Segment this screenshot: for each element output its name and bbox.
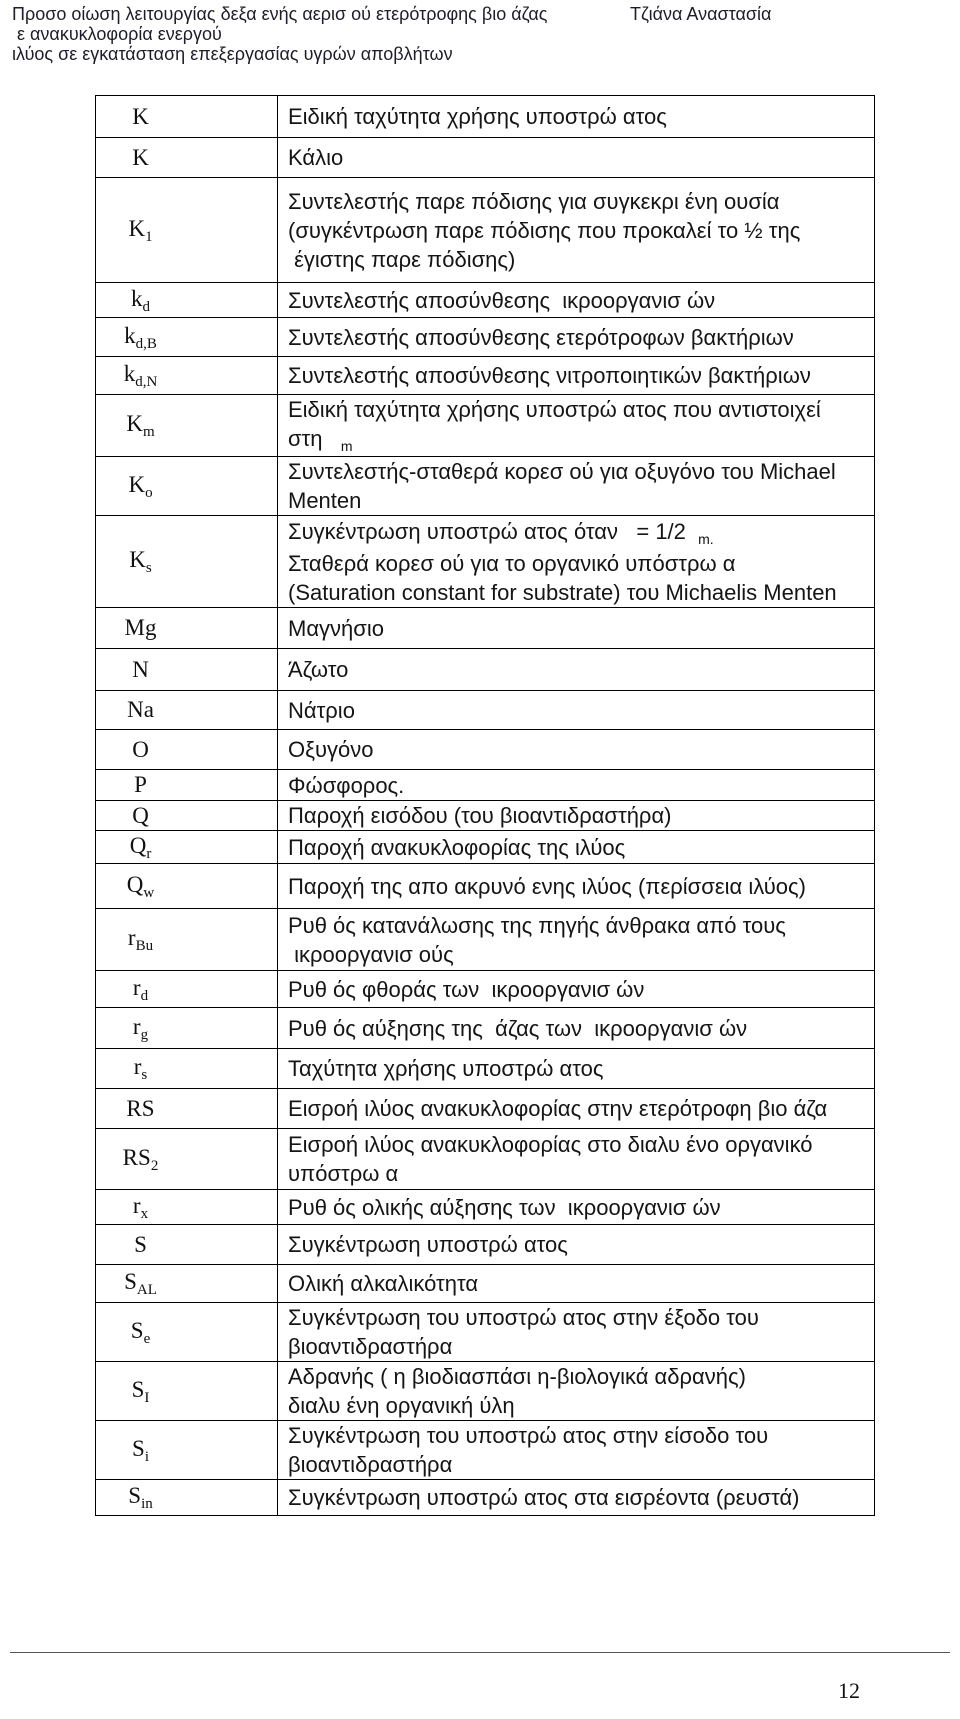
symbol: RS: [122, 1144, 151, 1170]
symbol: S: [131, 1376, 145, 1402]
table-row: [96, 691, 875, 730]
description-line: [288, 1391, 874, 1420]
page-number: 12: [838, 1678, 860, 1703]
description-cell: [278, 831, 875, 864]
symbol-cell: [96, 357, 278, 395]
symbol: r: [132, 974, 141, 1000]
symbol-subscript: s: [145, 560, 152, 576]
description-text: Συντελεστής-σταθερά κορεσ ού για οξυγόνο του Michael: [288, 459, 836, 484]
description-cell: [278, 691, 875, 730]
description-cell: [278, 1089, 875, 1129]
description-text: Παροχή ανακυκλοφορίας της ιλύος: [288, 834, 626, 860]
description-line: [288, 614, 874, 643]
description-text: Εισροή ιλύος ανακυκλοφορίας στο διαλυ ένο οργανικό: [288, 1132, 813, 1157]
table-row: [96, 516, 875, 608]
symbol-cell: [96, 909, 278, 971]
description-cell: [278, 608, 875, 649]
symbol-subscript: d,B: [135, 335, 157, 352]
symbol: P: [134, 772, 147, 797]
symbol-subscript: 2: [150, 1157, 159, 1174]
table-row: [96, 1480, 875, 1516]
description-line: [288, 1362, 874, 1391]
description-line: [288, 1130, 874, 1159]
description-line: [288, 1421, 874, 1450]
description-line: [288, 143, 874, 172]
description-line: [288, 1230, 874, 1259]
header-title-line: Προσο οίωση λειτουργίας δεξα ενής αερισ ού ετερότροφης βιο άζας: [12, 4, 548, 24]
symbol: K: [128, 215, 146, 241]
description-line: [288, 1094, 874, 1123]
symbol-subscript: w: [143, 884, 155, 901]
symbol-subscript: I: [144, 1389, 150, 1406]
symbol-subscript: o: [145, 484, 153, 501]
table-row: [96, 395, 875, 457]
table-row: [96, 357, 875, 395]
symbol: S: [134, 1231, 147, 1257]
symbol-cell: [96, 649, 278, 691]
symbol-cell: [96, 1049, 278, 1089]
description-text: Κάλιο: [288, 145, 344, 170]
symbol-cell: [96, 864, 278, 909]
symbol: Mg: [124, 615, 157, 640]
table-row: [96, 831, 875, 864]
table-row: [96, 318, 875, 357]
symbol: r: [133, 1054, 142, 1079]
symbol-subscript: s: [141, 1067, 148, 1083]
symbol-subscript: in: [141, 1496, 153, 1512]
symbol-cell: [96, 96, 278, 138]
description-text: Σταθερά κορεσ ού για το οργανικό υπόστρω α: [288, 550, 736, 576]
description-text: Εισροή ιλύος ανακυκλοφορίας στην ετερότροφη βιο άζα: [288, 1096, 828, 1121]
symbol-cell: [96, 608, 278, 649]
description-line: [288, 1269, 874, 1298]
symbol: O: [132, 736, 149, 762]
description-line: [288, 102, 874, 131]
description-line: [288, 361, 874, 390]
description-text: υπόστρω α: [288, 1161, 399, 1186]
symbol: K: [128, 471, 146, 497]
description-text: βιοαντιδραστήρα: [288, 1334, 453, 1359]
description-cell: [278, 1265, 875, 1303]
description-line: [288, 549, 874, 578]
description-text: Menten: [288, 488, 362, 513]
description-line: [288, 424, 874, 456]
description-line: [288, 187, 874, 216]
description-cell: [278, 1129, 875, 1190]
table-row: [96, 138, 875, 178]
symbol-cell: [96, 1190, 278, 1225]
description-text: διαλυ ένη οργανική ύλη: [288, 1393, 515, 1418]
description-line: [288, 323, 874, 352]
symbol-cell: [96, 1480, 278, 1516]
description-line: [288, 1054, 874, 1083]
symbol-cell: [96, 1362, 278, 1421]
table-row: [96, 1008, 875, 1049]
symbol: Q: [132, 802, 149, 828]
description-cell: [278, 730, 875, 770]
description-text: Συντελεστής αποσύνθεσης ικροοργανισ ών: [288, 287, 716, 313]
symbol-cell: [96, 730, 278, 770]
symbol: N: [132, 656, 149, 682]
description-line: [288, 457, 874, 486]
description-text: στη: [288, 426, 341, 451]
description-line: [288, 1159, 874, 1188]
table-row: [96, 801, 875, 831]
description-line: [288, 216, 874, 245]
table-row: [96, 1303, 875, 1362]
symbol-subscript: d,N: [135, 374, 158, 390]
description-cell: [278, 649, 875, 691]
description-text: Συγκέντρωση υποστρώ ατος όταν = 1/2: [288, 518, 699, 544]
description-cell: [278, 96, 875, 138]
description-line: [288, 1332, 874, 1361]
description-text: Μαγνήσιο: [288, 615, 384, 641]
description-line: [288, 911, 874, 940]
table-row: [96, 1190, 875, 1225]
nomenclature-table: [95, 95, 875, 1516]
symbol: K: [132, 103, 149, 129]
table-row: [96, 283, 875, 318]
description-text: Ειδική ταχύτητα χρήσης υποστρώ ατος που αντιστοιχεί: [288, 397, 821, 422]
description-cell: [278, 283, 875, 318]
description-line: [288, 655, 874, 684]
description-cell: [278, 971, 875, 1008]
description-text: Παροχή εισόδου (του βιοαντιδραστήρα): [288, 803, 672, 828]
symbol-cell: [96, 1265, 278, 1303]
symbol-cell: [96, 457, 278, 516]
description-line: [288, 1450, 874, 1479]
symbol-subscript: i: [144, 1448, 149, 1465]
description-text: Ρυθ ός αύξησης της άζας των ικροοργανισ ών: [288, 1015, 748, 1041]
description-text: Νάτριο: [288, 697, 355, 723]
description-line: [288, 1483, 874, 1512]
description-line: [288, 940, 874, 969]
description-line: [288, 486, 874, 515]
description-cell: [278, 1225, 875, 1265]
description-cell: [278, 1362, 875, 1421]
table-row: [96, 1129, 875, 1190]
symbol-cell: [96, 831, 278, 864]
description-line: [288, 245, 874, 274]
symbol: Q: [129, 832, 147, 858]
description-line: [288, 395, 874, 424]
symbol-subscript: g: [140, 1026, 149, 1043]
description-text: ικροοργανισ ούς: [288, 941, 454, 967]
description-text: Ταχύτητα χρήσης υποστρώ ατος: [288, 1056, 604, 1081]
symbol: S: [130, 1317, 144, 1343]
description-line: [288, 578, 874, 607]
symbol: K: [132, 144, 149, 170]
symbol-subscript: Bu: [135, 938, 154, 954]
description-subscript: m.: [698, 530, 714, 547]
symbol-cell: [96, 1225, 278, 1265]
table-row: [96, 1362, 875, 1421]
description-subscript: m: [340, 438, 353, 454]
description-cell: [278, 1008, 875, 1049]
symbol-cell: [96, 971, 278, 1008]
table-row: [96, 1265, 875, 1303]
description-cell: [278, 1303, 875, 1362]
table-row: [96, 1421, 875, 1480]
symbol-cell: [96, 1089, 278, 1129]
symbol-cell: [96, 1303, 278, 1362]
description-text: Αδρανής ( η βιοδιασπάσι η-βιολογικά αδρανής): [288, 1364, 746, 1389]
header-author: Τζιάνα Αναστασία: [630, 4, 772, 24]
description-line: [288, 1193, 874, 1222]
symbol-cell: [96, 318, 278, 357]
footer-rule: [10, 1652, 950, 1653]
description-text: Συγκέντρωση υποστρώ ατος στα εισρέοντα (ρευστά): [288, 1485, 800, 1510]
description-cell: [278, 909, 875, 971]
description-cell: [278, 516, 875, 608]
symbol: S: [124, 1269, 137, 1294]
description-line: [288, 801, 874, 830]
description-text: Συγκέντρωση του υποστρώ ατος στην είσοδο του: [288, 1423, 769, 1448]
table-row: [96, 178, 875, 283]
symbol-cell: [96, 283, 278, 318]
description-cell: [278, 1190, 875, 1225]
description-text: Άζωτο: [288, 657, 349, 682]
symbol: r: [127, 925, 136, 950]
description-line: [288, 771, 874, 800]
symbol-cell: [96, 1421, 278, 1480]
symbol: K: [126, 411, 143, 436]
symbol: r: [132, 1192, 141, 1218]
description-text: Παροχή της απο ακρυνό ενης ιλύος (περίσσεια ιλύος): [288, 873, 806, 899]
symbol-subscript: d: [140, 987, 149, 1004]
description-cell: [278, 138, 875, 178]
description-line: [288, 975, 874, 1004]
running-header: [12, 4, 547, 64]
table-row: [96, 730, 875, 770]
description-text: βιοαντιδραστήρα: [288, 1452, 453, 1477]
description-text: (Saturation constant for substrate) του Michaelis Menten: [288, 579, 837, 605]
description-text: Συντελεστής παρε πόδισης για συγκεκρι ένη ουσία: [288, 188, 780, 214]
description-cell: [278, 1421, 875, 1480]
description-text: Συντελεστής αποσύνθεσης ετερότροφων βακτήριων: [288, 324, 794, 350]
table-row: [96, 1225, 875, 1265]
description-text: Συγκέντρωση υποστρώ ατος: [288, 1232, 568, 1257]
table-row: [96, 1049, 875, 1089]
description-line: [288, 286, 874, 315]
description-cell: [278, 1480, 875, 1516]
description-cell: [278, 864, 875, 909]
symbol: r: [132, 1013, 141, 1039]
symbol-cell: [96, 691, 278, 730]
symbol-subscript: d: [142, 298, 150, 315]
table-row: [96, 649, 875, 691]
symbol: k: [124, 322, 136, 348]
description-line: [288, 833, 874, 862]
description-text: Οξυγόνο: [288, 737, 374, 762]
description-cell: [278, 1049, 875, 1089]
description-line: [288, 872, 874, 901]
table-row: [96, 96, 875, 138]
description-text: Ολική αλκαλικότητα: [288, 1271, 479, 1296]
description-line: [288, 1303, 874, 1332]
symbol-subscript: x: [140, 1205, 149, 1222]
description-text: Ρυθ ός κατανάλωσης της πηγής άνθρακα από τους: [288, 912, 786, 938]
description-text: (συγκέντρωση παρε πόδισης που προκαλεί το ½ της: [288, 217, 801, 243]
symbol-cell: [96, 1129, 278, 1190]
symbol-cell: [96, 138, 278, 178]
symbol-subscript: 1: [145, 228, 153, 245]
header-title-line: ε ανακυκλοφορία ενεργού: [12, 24, 222, 44]
description-text: Ειδική ταχύτητα χρήσης υποστρώ ατος: [288, 104, 667, 129]
symbol-subscript: m: [142, 424, 155, 440]
table-row: [96, 608, 875, 649]
description-text: Συγκέντρωση του υποστρώ ατος στην έξοδο του: [288, 1305, 759, 1330]
symbol: Na: [127, 697, 154, 722]
symbol-cell: [96, 178, 278, 283]
description-text: Ρυθ ός φθοράς των ικροοργανισ ών: [288, 976, 645, 1002]
symbol: RS: [126, 1095, 155, 1121]
symbol-subscript: AL: [136, 1282, 157, 1298]
symbol-cell: [96, 1008, 278, 1049]
description-line: [288, 517, 874, 549]
table-row: [96, 971, 875, 1008]
symbol: S: [132, 1435, 145, 1461]
description-text: Φώσφορος.: [288, 772, 405, 798]
description-cell: [278, 457, 875, 516]
description-line: [288, 735, 874, 764]
description-cell: [278, 357, 875, 395]
symbol-cell: [96, 516, 278, 608]
symbol: k: [131, 285, 143, 311]
symbol: S: [128, 1483, 142, 1508]
symbol-subscript: e: [143, 1330, 151, 1347]
description-line: [288, 696, 874, 725]
table-row: [96, 864, 875, 909]
table-row: [96, 909, 875, 971]
symbol-cell: [96, 395, 278, 457]
symbol-subscript: r: [146, 845, 152, 862]
description-text: έγιστης παρε πόδισης): [288, 246, 516, 272]
description-text: Συντελεστής αποσύνθεσης νιτροποιητικών βακτήριων: [288, 363, 811, 388]
symbol-cell: [96, 801, 278, 831]
description-cell: [278, 395, 875, 457]
description-line: [288, 1014, 874, 1043]
header-title-line: ιλύος σε εγκατάσταση επεξεργασίας υγρών αποβλήτων: [12, 44, 453, 64]
description-cell: [278, 770, 875, 801]
table-row: [96, 770, 875, 801]
description-cell: [278, 318, 875, 357]
table-row: [96, 457, 875, 516]
description-text: Ρυθ ός ολικής αύξησης των ικροοργανισ ών: [288, 1194, 721, 1220]
table-row: [96, 1089, 875, 1129]
symbol: K: [129, 547, 146, 572]
symbol-cell: [96, 770, 278, 801]
description-cell: [278, 178, 875, 283]
symbol: Q: [126, 871, 144, 897]
nomenclature-table-body: [96, 96, 875, 1516]
symbol: k: [123, 361, 136, 386]
description-cell: [278, 801, 875, 831]
